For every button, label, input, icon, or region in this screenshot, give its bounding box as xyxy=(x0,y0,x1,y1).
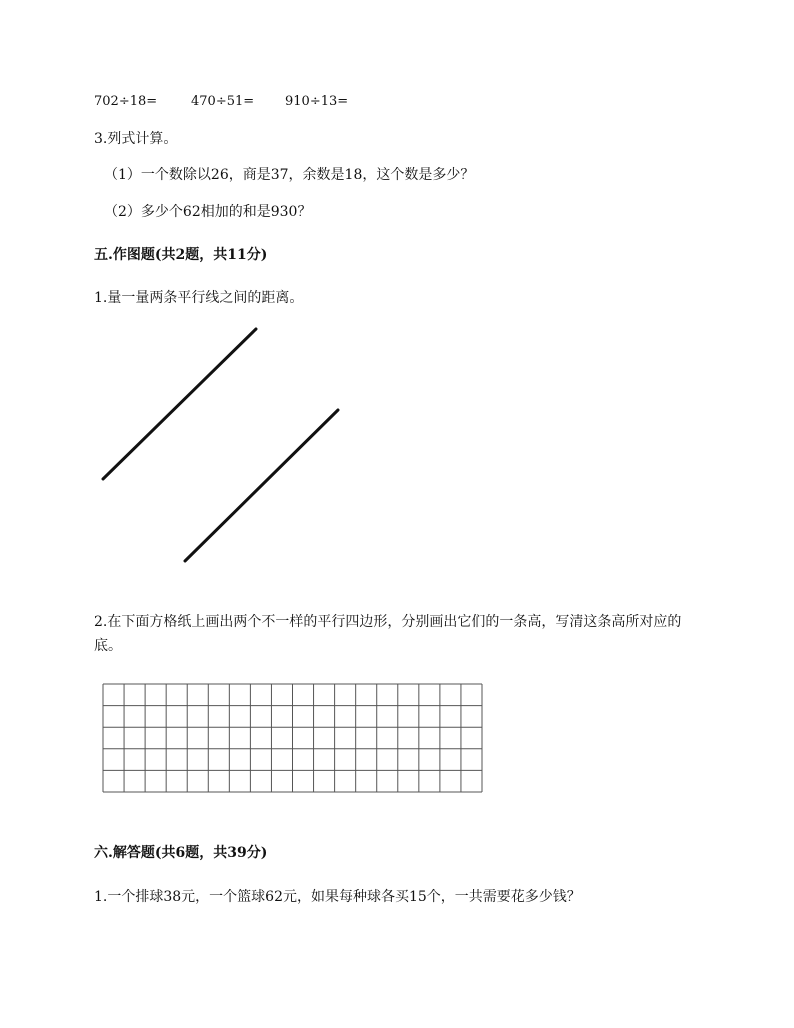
equation-3: 910÷13= xyxy=(285,94,349,109)
section3-question-1: （1）一个数除以26，商是37，余数是18，这个数是多少？ xyxy=(104,167,475,183)
equation-2: 470÷51= xyxy=(191,94,255,109)
parallel-line-upper xyxy=(103,329,256,479)
section5-question-1: 1.量一量两条平行线之间的距离。 xyxy=(94,290,304,306)
parallel-lines-figure xyxy=(90,320,360,575)
parallel-line-lower xyxy=(185,410,338,561)
section6-question-1: 1.一个排球38元，一个篮球62元，如果每种球各买15个，一共需要花多少钱？ xyxy=(94,889,581,905)
section5-question-2: 2.在下面方格纸上画出两个不一样的平行四边形，分别画出它们的一条高，写清这条高所对应的底。 xyxy=(94,614,682,654)
grid-paper xyxy=(100,681,486,795)
section6-heading: 六.解答题(共6题，共39分) xyxy=(94,845,268,861)
section3-question-2: （2）多少个62相加的和是930？ xyxy=(104,204,312,220)
section3-title: 3.列式计算。 xyxy=(94,131,178,147)
equation-1: 702÷18= xyxy=(94,94,158,109)
section5-heading: 五.作图题(共2题，共11分) xyxy=(94,247,268,263)
